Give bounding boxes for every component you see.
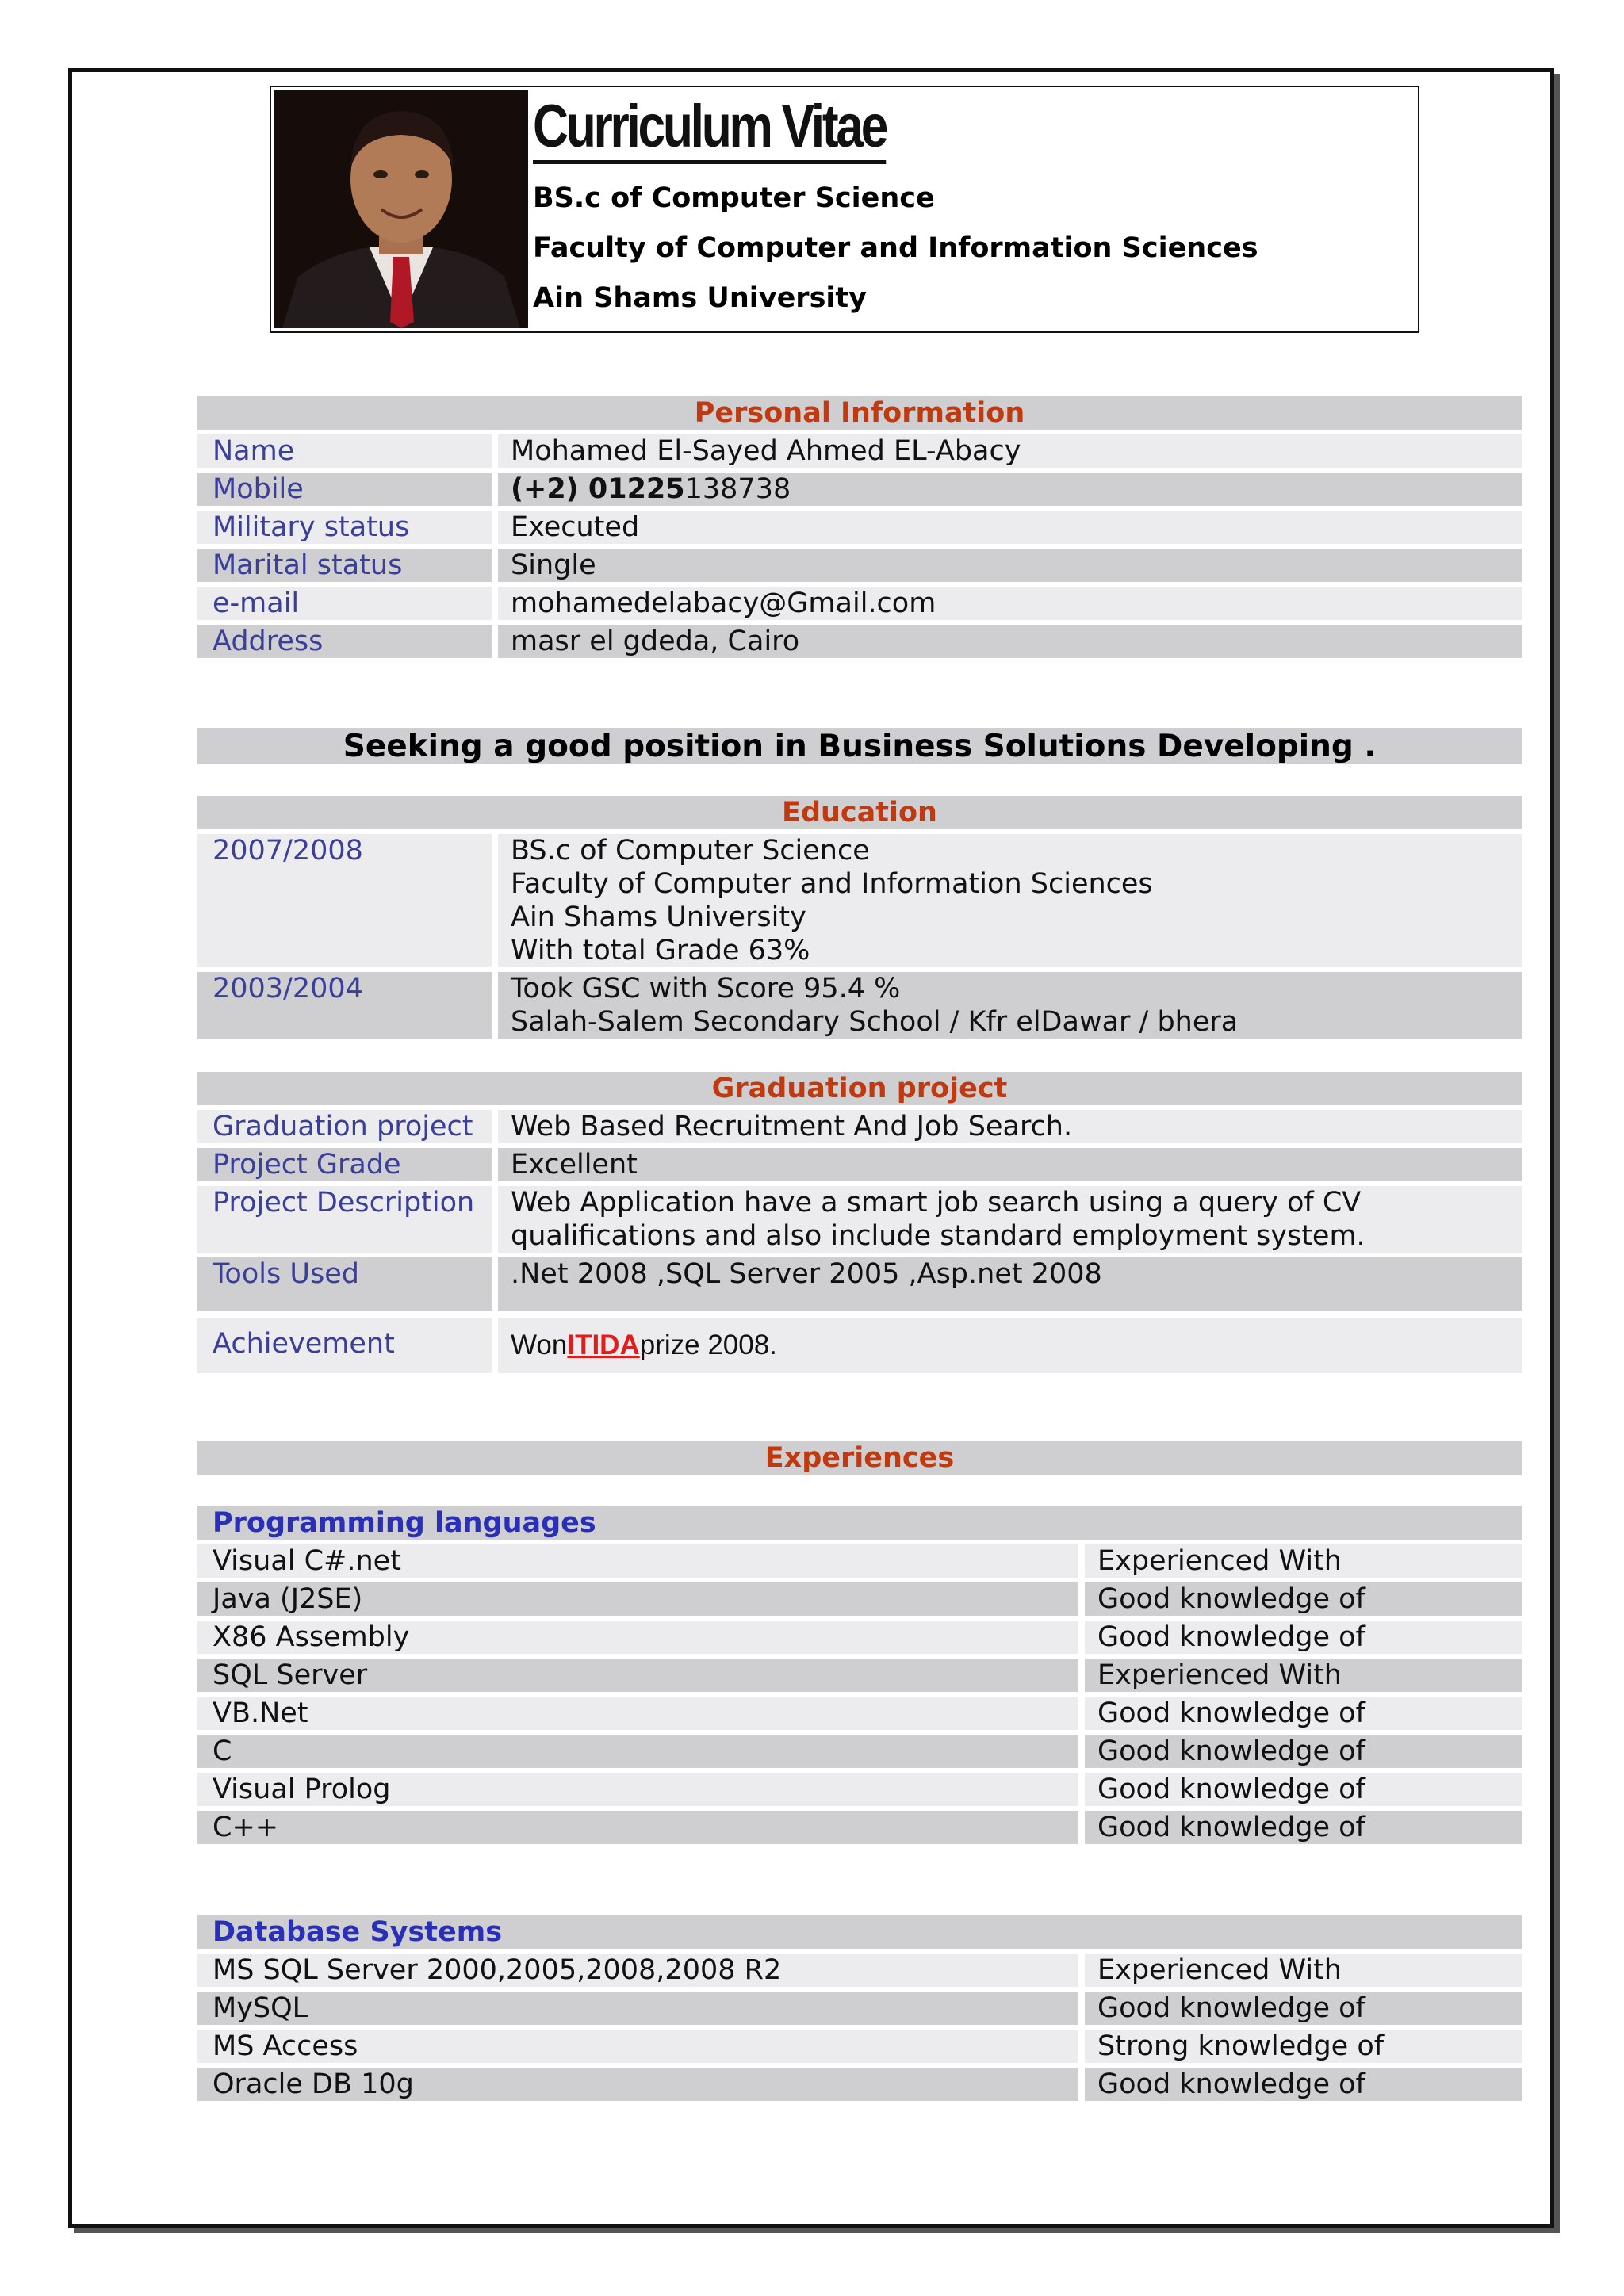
programming-languages-section — [197, 1506, 1522, 1849]
skill-level: Experienced With — [1085, 1544, 1522, 1578]
skill-row — [197, 1621, 1522, 1654]
grad-label: Graduation project — [197, 1110, 492, 1143]
skill-name: C — [197, 1735, 1078, 1768]
skill-level: Strong knowledge of — [1085, 2030, 1522, 2063]
achievement-won: Won — [511, 1330, 568, 1360]
skill-level: Good knowledge of — [1085, 1773, 1522, 1806]
skill-level: Experienced With — [1085, 1954, 1522, 1987]
grad-label: Tools Used — [197, 1257, 492, 1311]
skill-name: MS SQL Server 2000,2005,2008,2008 R2 — [197, 1954, 1078, 1987]
grad-row — [197, 1257, 1522, 1311]
grad-value: Excellent — [498, 1148, 1522, 1181]
education-details — [498, 972, 1522, 1039]
grad-row — [197, 1186, 1522, 1253]
skill-row — [197, 1992, 1522, 2025]
skill-name: Java (J2SE) — [197, 1582, 1078, 1616]
skill-name: MS Access — [197, 2030, 1078, 2063]
info-row-mobile — [197, 473, 1522, 506]
grad-row — [197, 1148, 1522, 1181]
achievement-value — [498, 1318, 1522, 1373]
info-row-email — [197, 587, 1522, 620]
skill-level: Good knowledge of — [1085, 1621, 1522, 1654]
info-value: Executed — [498, 511, 1522, 544]
info-value: masr el gdeda, Cairo — [498, 625, 1522, 658]
info-label: Military status — [197, 511, 492, 544]
education-line: With total Grade 63% — [511, 935, 810, 966]
skill-name: Visual Prolog — [197, 1773, 1078, 1806]
education-line: Ain Shams University — [511, 901, 806, 933]
skill-name: X86 Assembly — [197, 1621, 1078, 1654]
cv-title: Curriculum Vitae — [533, 95, 886, 164]
skill-row — [197, 1697, 1522, 1730]
education-line: Took GSC with Score 95.4 % — [511, 973, 901, 1004]
grad-label: Project Description — [197, 1186, 492, 1253]
education-line: BS.c of Computer Science — [511, 835, 870, 867]
experiences-heading: Experiences — [197, 1441, 1522, 1475]
education-entry — [197, 834, 1522, 967]
skill-row — [197, 1544, 1522, 1578]
programming-languages-heading: Programming languages — [197, 1506, 1522, 1540]
skill-name: MySQL — [197, 1992, 1078, 2025]
education-entry — [197, 972, 1522, 1039]
grad-value: Web Based Recruitment And Job Search. — [498, 1110, 1522, 1143]
graduation-project-heading: Graduation project — [197, 1072, 1522, 1105]
skill-row — [197, 1582, 1522, 1616]
info-label: Name — [197, 434, 492, 468]
profile-photo-illustration — [274, 90, 527, 328]
itida-link[interactable]: ITIDA — [567, 1330, 640, 1360]
profile-photo — [274, 90, 528, 328]
skill-name: VB.Net — [197, 1697, 1078, 1730]
skill-row — [197, 1773, 1522, 1806]
info-value: Single — [498, 549, 1522, 582]
education-heading: Education — [197, 796, 1522, 829]
grad-label: Achievement — [197, 1318, 492, 1373]
education-year: 2007/2008 — [197, 834, 492, 967]
skill-name: Visual C#.net — [197, 1544, 1078, 1578]
grad-description-line: qualifications and also include standard employment system. — [511, 1220, 1365, 1252]
info-label: e-mail — [197, 587, 492, 620]
objective: Seeking a good position in Business Solutions Developing . — [197, 728, 1522, 764]
personal-information-section — [197, 396, 1522, 663]
info-label: Address — [197, 625, 492, 658]
info-label: Marital status — [197, 549, 492, 582]
experiences-section — [197, 1441, 1522, 1479]
info-value — [498, 473, 1522, 506]
grad-value — [498, 1186, 1522, 1253]
skill-level: Good knowledge of — [1085, 2068, 1522, 2101]
skill-row — [197, 1659, 1522, 1692]
skill-name: C++ — [197, 1811, 1078, 1844]
grad-description-line: Web Application have a smart job search using a query of CV — [511, 1187, 1362, 1219]
graduation-project-section — [197, 1072, 1522, 1378]
info-value: Mohamed El-Sayed Ahmed EL-Abacy — [498, 434, 1522, 468]
skill-level: Good knowledge of — [1085, 1697, 1522, 1730]
skill-level: Good knowledge of — [1085, 1582, 1522, 1616]
skill-row — [197, 1811, 1522, 1844]
header-degree: BS.c of Computer Science — [533, 182, 935, 214]
header-university: Ain Shams University — [533, 282, 867, 314]
skill-row — [197, 2068, 1522, 2101]
achievement-prize: prize 2008. — [639, 1330, 777, 1360]
education-section — [197, 796, 1522, 1043]
grad-row — [197, 1110, 1522, 1143]
skill-row — [197, 1954, 1522, 1987]
info-label: Mobile — [197, 473, 492, 506]
mobile-rest: 138738 — [684, 473, 791, 505]
info-row-military — [197, 511, 1522, 544]
education-year: 2003/2004 — [197, 972, 492, 1039]
grad-label: Project Grade — [197, 1148, 492, 1181]
info-row-marital — [197, 549, 1522, 582]
personal-information-heading: Personal Information — [197, 396, 1522, 430]
cv-header — [270, 86, 1419, 333]
skill-level: Good knowledge of — [1085, 1735, 1522, 1768]
skill-level: Experienced With — [1085, 1659, 1522, 1692]
skill-row — [197, 2030, 1522, 2063]
skill-level: Good knowledge of — [1085, 1811, 1522, 1844]
mobile-prefix: (+2) 01225 — [511, 473, 685, 505]
skill-name: SQL Server — [197, 1659, 1078, 1692]
skill-row — [197, 1735, 1522, 1768]
info-row-name — [197, 434, 1522, 468]
achievement-row — [197, 1316, 1522, 1373]
database-systems-section — [197, 1915, 1522, 2106]
database-systems-heading: Database Systems — [197, 1915, 1522, 1949]
info-value: mohamedelabacy@Gmail.com — [498, 587, 1522, 620]
education-line: Salah-Salem Secondary School / Kfr elDawar / bhera — [511, 1006, 1239, 1038]
grad-value: .Net 2008 ,SQL Server 2005 ,Asp.net 2008 — [498, 1257, 1522, 1311]
education-line: Faculty of Computer and Information Sciences — [511, 868, 1153, 900]
skill-level: Good knowledge of — [1085, 1992, 1522, 2025]
header-faculty: Faculty of Computer and Information Sciences — [533, 232, 1258, 264]
skill-name: Oracle DB 10g — [197, 2068, 1078, 2101]
education-details — [498, 834, 1522, 967]
info-row-address — [197, 625, 1522, 658]
